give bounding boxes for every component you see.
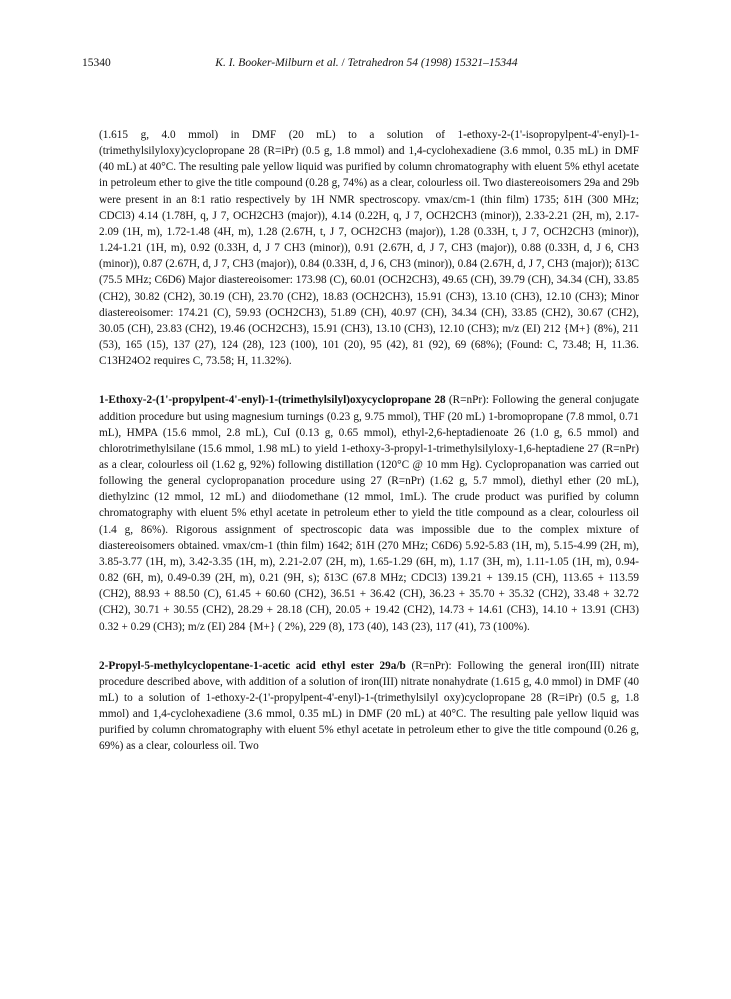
paragraph-continued xyxy=(99,127,639,369)
running-header xyxy=(82,57,651,73)
authors: K. I. Booker-Milburn et al. xyxy=(215,57,339,69)
running-head xyxy=(82,57,651,69)
paragraph-text: (R=nPr): Following the general conjugate addition procedure but using magnesium turnings (0.23 g, 9.75 mmol), THF (20 mL) 1-bromopropane (7.8 mmol, 0.71 mL), HMPA (15.6 mmol, 2.8 mL), CuI (0.13 g, 0.65 mmol), ethyl-2,6-heptadienoate 26 (1.0 g, 6.5 mmol) and chlorotrimethylsilane (15.6 mmol, 1.98 mL) to yield 1-ethoxy-3-propyl-1-trimethylsilyloxy-1,6-heptadiene 27 (R=nPr) as a clear, colourless oil (1.62 g, 92%) following distillation (120°C @ 10 mm Hg). Cyclopropanation was carried out following the general cyclopropanation procedure using 27 (R=nPr) (1.62 g, 5.7 mmol), diethyl ether (20 mL), diethylzinc (12 mmol, 12 mL) and diiodomethane (12 mmol, 1mL). The crude product was purified by column chromatography with eluent 5% ethyl acetate in petroleum ether to yield the title compound as a clear, colourless oil (1.4 g, 86%). Rigorous assignment of spectroscopic data was impossible due to the complex mixture of diastereoisomers obtained. νmax/cm-1 (thin film) 1642; δ1H (270 MHz; C6D6) 5.92-5.83 (1H, m), 5.15-4.99 (2H, m), 3.85-3.77 (1H, m), 3.42-3.35 (1H, m), 2.21-2.07 (2H, m), 1.65-1.29 (6H, m), 1.17 (3H, m), 1.11-1.05 (1H, m), 0.94-0.82 (6H, m), 0.49-0.39 (2H, m), 0.21 (9H, s); δ13C (67.8 MHz; CDCl3) 139.21 + 139.15 (CH), 113.65 + 113.59 (CH2), 88.93 + 88.50 (C), 61.45 + 60.60 (CH2), 36.51 + 36.42 (CH), 36.23 + 35.70 + 35.32 (CH2), 33.48 + 32.72 (CH2), 30.71 + 30.55 (CH2), 28.29 + 28.18 (CH), 20.05 + 19.42 (CH2), 14.73 + 14.61 (CH3), 14.10 + 13.91 (CH3) 0.32 + 0.29 (CH3); m/z (EI) 284 {M+} ( 2%), 229 (8), 173 (40), 143 (23), 117 (41), 73 (100%). xyxy=(99,394,639,633)
paragraph-text: (1.615 g, 4.0 mmol) in DMF (20 mL) to a solution of 1-ethoxy-2-(1'-isopropylpent-4'-enyl)-1-(trimethylsilyloxy)cyclopropane 28 (R=iPr) (0.5 g, 1.8 mmol) and 1,4-cyclohexadiene (3.6 mmol, 0.35 mL) in DMF (40 mL) at 40°C. The resulting pale yellow liquid was purified by column chromatography with eluent 5% ethyl acetate in petroleum ether to give the title compound (0.28 g, 74%) as a clear, colourless oil. Two diastereoisomers 29a and 29b were present in an 8:1 ratio respectively by 1H NMR spectroscopy. νmax/cm-1 (thin film) 1735; δ1H (300 MHz; CDCl3) 4.14 (1.78H, q, J 7, OCH2CH3 (major)), 4.14 (0.22H, q, J 7, OCH2CH3 (minor)), 2.33-2.21 (2H, m), 2.17-2.09 (1H, m), 1.72-1.48 (4H, m), 1.28 (2.67H, t, J 7, OCH2CH3 (major)), 1.28 (0.33H, t, J 7, OCH2CH3 (minor)), 1.24-1.21 (1H, m), 0.92 (0.33H, d, J 7 CH3 (minor)), 0.91 (2.67H, d, J 7, CH3 (major)), 0.88 (0.33H, d, J 6, CH3 (minor)), 0.87 (2.67H, d, J 7, CH3 (major)), 0.84 (0.33H, d, J 6, CH3 (minor)), 0.84 (2.67H, d, J 7, CH3 (major)); δ13C (75.5 MHz; C6D6) Major diastereoisomer: 173.98 (C), 60.01 (OCH2CH3), 49.65 (CH), 39.79 (CH), 34.34 (CH), 33.85 (CH2), 30.82 (CH2), 30.19 (CH), 23.70 (CH2), 18.83 (OCH2CH3), 15.91 (CH3), 13.10 (CH3), 12.10 (CH3); Minor diastereoisomer: 174.21 (C), 59.93 (OCH2CH3), 51.89 (CH), 40.97 (CH), 34.34 (CH), 33.85 (CH2), 30.67 (CH2), 30.05 (CH), 23.83 (CH2), 19.46 (OCH2CH3), 15.91 (CH3), 13.10 (CH3), 12.10 (CH3); m/z (EI) 212 {M+} (8%), 211 (53), 165 (15), 137 (27), 124 (28), 123 (100), 101 (20), 95 (42), 81 (92), 69 (68%); (Found: C, 73.48; H, 11.36. C13H24O2 requires C, 73.58; H, 11.32%). xyxy=(99,129,639,368)
paragraph-compound-28 xyxy=(99,392,639,634)
paragraph-gap xyxy=(99,635,639,658)
page-number: 15340 xyxy=(82,57,111,69)
paragraph-title: 2-Propyl-5-methylcyclopentane-1-acetic acid ethyl ester 29a/b xyxy=(99,659,406,672)
paragraph-title: 1-Ethoxy-2-(1'-propylpent-4'-enyl)-1-(trimethylsilyl)oxycyclopropane 28 xyxy=(99,394,446,407)
running-head-separator: / xyxy=(338,57,348,69)
paragraph-text: (R=nPr): Following the general iron(III) nitrate procedure described above, with addition of a solution of iron(III) nitrate nonahydrate (1.615 g, 4.0 mmol) in DMF (40 mL) to a solution of 1-ethoxy-2-(1'-propylpent-4'-enyl)-1-(trimethylsilyl oxy)cyclopropane 28 (R=iPr) (0.5 g, 1.8 mmol) and 1,4-cyclohexadiene (3.6 mmol, 0.35 mL) in DMF (20 mL) at 40°C. The resulting pale yellow liquid was purified by column chromatography with eluent 5% ethyl acetate in petroleum ether to give the title compound (0.26 g, 69%) as a clear, colourless oil. Two xyxy=(99,659,639,753)
paragraph-compound-29 xyxy=(99,658,639,755)
paragraph-gap xyxy=(99,369,639,392)
journal-citation: Tetrahedron 54 (1998) 15321–15344 xyxy=(347,57,518,69)
article-body xyxy=(99,127,639,755)
